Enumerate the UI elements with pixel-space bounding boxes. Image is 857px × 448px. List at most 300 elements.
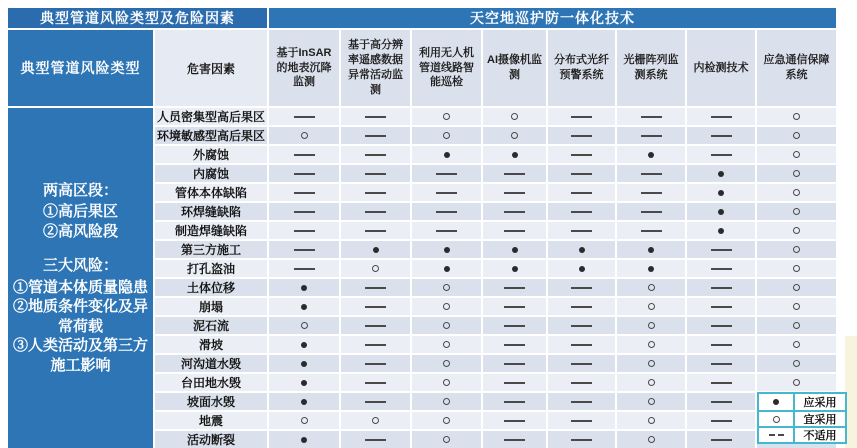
dash-icon bbox=[504, 287, 525, 289]
matrix-cell bbox=[483, 127, 546, 144]
open-circle-icon bbox=[443, 379, 450, 386]
matrix-cell bbox=[687, 146, 755, 163]
risk-group-1 bbox=[12, 256, 149, 375]
dash-icon bbox=[571, 230, 592, 232]
legend-row-suitable-adopt bbox=[759, 410, 845, 426]
dash-icon bbox=[711, 420, 732, 422]
dash-icon bbox=[365, 382, 386, 384]
hazard-label: 台田地水毁 bbox=[155, 374, 267, 391]
matrix-cell bbox=[483, 317, 546, 334]
matrix-cell bbox=[548, 336, 615, 353]
dash-icon bbox=[504, 439, 525, 441]
matrix-cell bbox=[617, 279, 685, 296]
matrix-cell bbox=[269, 374, 339, 391]
dash-icon bbox=[711, 439, 732, 441]
matrix-cell bbox=[617, 317, 685, 334]
dash-icon bbox=[641, 135, 662, 137]
open-circle-icon bbox=[443, 303, 450, 310]
filled-circle-icon bbox=[373, 247, 379, 253]
matrix-cell bbox=[412, 184, 481, 201]
matrix-cell bbox=[757, 317, 836, 334]
open-circle-icon bbox=[793, 284, 800, 291]
matrix-cell bbox=[757, 108, 836, 125]
matrix-cell bbox=[269, 393, 339, 410]
matrix-cell bbox=[687, 317, 755, 334]
matrix-cell bbox=[412, 317, 481, 334]
open-circle-icon bbox=[443, 132, 450, 139]
matrix-cell bbox=[548, 165, 615, 182]
matrix-cell bbox=[617, 222, 685, 239]
matrix-cell bbox=[757, 374, 836, 391]
dash-icon bbox=[571, 154, 592, 156]
matrix-cell bbox=[341, 108, 410, 125]
matrix-cell bbox=[617, 336, 685, 353]
legend-symbol-cell bbox=[759, 394, 795, 410]
dash-icon bbox=[571, 420, 592, 422]
filled-circle-icon bbox=[718, 228, 724, 234]
risk-group-item: ①管道本体质量隐患 bbox=[12, 278, 148, 296]
dash-icon bbox=[436, 192, 457, 194]
hazard-label: 制造焊缝缺陷 bbox=[155, 222, 267, 239]
matrix-cell bbox=[757, 260, 836, 277]
risk-group-0 bbox=[43, 181, 118, 242]
matrix-cell bbox=[757, 146, 836, 163]
tech-column-header-6: 内检测技术 bbox=[687, 30, 755, 106]
open-circle-icon bbox=[443, 360, 450, 367]
dash-icon bbox=[365, 154, 386, 156]
dash-icon bbox=[294, 230, 315, 232]
open-circle-icon bbox=[793, 341, 800, 348]
matrix-cell bbox=[269, 146, 339, 163]
dash-icon bbox=[436, 211, 457, 213]
tech-column-header-1: 基于高分辨率遥感数据异常活动监测 bbox=[341, 30, 410, 106]
matrix-cell bbox=[341, 298, 410, 315]
column-header-hazard-factor: 危害因素 bbox=[155, 30, 267, 106]
matrix-cell bbox=[269, 298, 339, 315]
matrix-cell bbox=[687, 355, 755, 372]
matrix-cell bbox=[617, 108, 685, 125]
dash-icon bbox=[365, 135, 386, 137]
filled-circle-icon bbox=[444, 152, 450, 158]
dash-icon bbox=[365, 116, 386, 118]
matrix-cell bbox=[687, 222, 755, 239]
open-circle-icon bbox=[793, 246, 800, 253]
hazard-label: 河沟道水毁 bbox=[155, 355, 267, 372]
dash-icon bbox=[711, 382, 732, 384]
hazard-label: 环境敏感型高后果区 bbox=[156, 129, 265, 143]
matrix-cell bbox=[341, 317, 410, 334]
matrix-cell bbox=[548, 108, 615, 125]
matrix-cell bbox=[757, 355, 836, 372]
open-circle-icon bbox=[793, 170, 800, 177]
filled-circle-icon bbox=[579, 266, 585, 272]
dash-icon bbox=[641, 230, 662, 232]
matrix-cell bbox=[341, 374, 410, 391]
matrix-cell bbox=[548, 279, 615, 296]
dash-icon bbox=[294, 268, 315, 270]
dash-icon bbox=[504, 420, 525, 422]
dash-icon bbox=[571, 382, 592, 384]
matrix-cell bbox=[269, 260, 339, 277]
matrix-cell bbox=[483, 146, 546, 163]
open-circle-icon bbox=[301, 132, 308, 139]
risk-group-item: ②地质条件变化及异常荷载 bbox=[12, 298, 148, 335]
dash-icon bbox=[504, 230, 525, 232]
dash-icon bbox=[711, 401, 732, 403]
matrix-cell bbox=[412, 355, 481, 372]
matrix-cell bbox=[269, 336, 339, 353]
matrix-cell bbox=[341, 279, 410, 296]
dash-icon bbox=[504, 344, 525, 346]
matrix-cell bbox=[617, 431, 685, 448]
dash-icon bbox=[711, 154, 732, 156]
open-circle-icon bbox=[793, 151, 800, 158]
matrix-cell bbox=[483, 355, 546, 372]
hazard-label: 管体本体缺陷 bbox=[155, 184, 267, 201]
tech-column-header-3: AI摄像机监测 bbox=[483, 30, 546, 106]
dash-icon bbox=[571, 116, 592, 118]
matrix-cell bbox=[687, 260, 755, 277]
dash-icon bbox=[571, 363, 592, 365]
matrix-cell bbox=[483, 222, 546, 239]
open-circle-icon bbox=[443, 417, 450, 424]
matrix-cell bbox=[269, 241, 339, 258]
open-circle-icon bbox=[648, 398, 655, 405]
dash-icon bbox=[571, 192, 592, 194]
open-circle-icon bbox=[511, 132, 518, 139]
matrix-cell bbox=[412, 374, 481, 391]
open-circle-icon bbox=[793, 303, 800, 310]
matrix-cell bbox=[412, 241, 481, 258]
filled-circle-icon bbox=[773, 399, 779, 405]
dash-icon bbox=[711, 249, 732, 251]
matrix-cell bbox=[483, 203, 546, 220]
filled-circle-icon bbox=[718, 190, 724, 196]
open-circle-icon bbox=[443, 436, 450, 443]
matrix-cell bbox=[687, 298, 755, 315]
dash-icon bbox=[711, 363, 732, 365]
matrix-cell bbox=[757, 336, 836, 353]
matrix-cell bbox=[617, 127, 685, 144]
matrix-cell bbox=[617, 412, 685, 429]
open-circle-icon bbox=[443, 284, 450, 291]
matrix-cell bbox=[687, 336, 755, 353]
dash-icon bbox=[711, 135, 732, 137]
matrix-cell bbox=[548, 355, 615, 372]
dash-icon bbox=[436, 230, 457, 232]
hazard-label: 内腐蚀 bbox=[155, 165, 267, 182]
open-circle-icon bbox=[301, 322, 308, 329]
dash-icon bbox=[504, 173, 525, 175]
matrix-cell bbox=[483, 241, 546, 258]
open-circle-icon bbox=[648, 379, 655, 386]
matrix-cell bbox=[341, 260, 410, 277]
dash-icon bbox=[571, 173, 592, 175]
open-circle-icon bbox=[511, 113, 518, 120]
matrix-cell bbox=[687, 165, 755, 182]
matrix-cell bbox=[617, 393, 685, 410]
legend-row-should-adopt bbox=[759, 394, 845, 410]
matrix-cell bbox=[269, 355, 339, 372]
matrix-cell bbox=[548, 317, 615, 334]
dash-icon bbox=[504, 192, 525, 194]
dash-icon bbox=[436, 173, 457, 175]
dash-icon bbox=[711, 116, 732, 118]
dash-icon bbox=[365, 211, 386, 213]
matrix-cell bbox=[412, 203, 481, 220]
column-header-risk-type: 典型管道风险类型 bbox=[8, 30, 153, 106]
legend-symbol-cell bbox=[759, 412, 795, 426]
dash-icon bbox=[641, 173, 662, 175]
matrix-cell bbox=[617, 298, 685, 315]
filled-circle-icon bbox=[579, 247, 585, 253]
matrix-cell bbox=[757, 241, 836, 258]
matrix-cell bbox=[341, 222, 410, 239]
dash-icon bbox=[641, 192, 662, 194]
matrix-cell bbox=[269, 108, 339, 125]
matrix-cell bbox=[687, 203, 755, 220]
matrix-cell bbox=[269, 279, 339, 296]
filled-circle-icon bbox=[512, 152, 518, 158]
matrix-cell bbox=[412, 431, 481, 448]
matrix-cell bbox=[687, 184, 755, 201]
matrix-cell bbox=[341, 412, 410, 429]
matrix-cell bbox=[341, 336, 410, 353]
filled-circle-icon bbox=[648, 266, 654, 272]
matrix-cell bbox=[341, 165, 410, 182]
matrix-cell bbox=[687, 393, 755, 410]
open-circle-icon bbox=[301, 417, 308, 424]
matrix-cell bbox=[687, 412, 755, 429]
dash-icon bbox=[711, 268, 732, 270]
dash-icon bbox=[641, 211, 662, 213]
open-circle-icon bbox=[793, 189, 800, 196]
filled-circle-icon bbox=[444, 266, 450, 272]
dash-icon bbox=[294, 249, 315, 251]
dash-icon bbox=[571, 325, 592, 327]
legend-label: 宜采用 bbox=[803, 414, 837, 426]
matrix-cell bbox=[412, 222, 481, 239]
matrix-cell bbox=[548, 241, 615, 258]
risk-group-item: ②高风险段 bbox=[42, 222, 118, 240]
matrix-cell bbox=[341, 127, 410, 144]
matrix-cell bbox=[483, 165, 546, 182]
dash-icon bbox=[365, 401, 386, 403]
dash-icon bbox=[571, 135, 592, 137]
matrix-cell bbox=[341, 184, 410, 201]
matrix-cell bbox=[757, 127, 836, 144]
matrix-cell bbox=[687, 108, 755, 125]
dash-icon bbox=[294, 154, 315, 156]
legend-label: 不适用 bbox=[803, 430, 837, 442]
matrix-cell bbox=[687, 127, 755, 144]
hazard-label: 打孔盗油 bbox=[155, 260, 267, 277]
matrix-cell bbox=[412, 393, 481, 410]
hazard-label: 活动断裂 bbox=[155, 431, 267, 448]
dash-icon bbox=[365, 173, 386, 175]
matrix-cell bbox=[548, 298, 615, 315]
dash-icon bbox=[711, 344, 732, 346]
matrix-cell bbox=[687, 374, 755, 391]
matrix-cell bbox=[548, 260, 615, 277]
filled-circle-icon bbox=[301, 437, 307, 443]
dash-icon bbox=[504, 325, 525, 327]
title-integrated-patrol-technology: 天空地巡护防一体化技术 bbox=[269, 8, 836, 28]
dash-icon bbox=[571, 306, 592, 308]
risk-group-title: 三大风险： bbox=[42, 257, 118, 275]
risk-technology-matrix-table bbox=[8, 8, 836, 448]
matrix-cell bbox=[412, 412, 481, 429]
matrix-cell bbox=[617, 203, 685, 220]
dash-icon bbox=[571, 211, 592, 213]
filled-circle-icon bbox=[718, 209, 724, 215]
matrix-cell bbox=[757, 165, 836, 182]
hazard-label: 环焊缝缺陷 bbox=[155, 203, 267, 220]
matrix-cell bbox=[483, 431, 546, 448]
dash-icon bbox=[711, 287, 732, 289]
filled-circle-icon bbox=[301, 399, 307, 405]
matrix-cell bbox=[269, 203, 339, 220]
dash-icon bbox=[504, 382, 525, 384]
hazard-label: 第三方施工 bbox=[155, 241, 267, 258]
open-circle-icon bbox=[443, 398, 450, 405]
matrix-cell bbox=[269, 431, 339, 448]
open-circle-icon bbox=[793, 113, 800, 120]
legend bbox=[757, 392, 847, 444]
filled-circle-icon bbox=[301, 361, 307, 367]
hazard-label: 外腐蚀 bbox=[155, 146, 267, 163]
filled-circle-icon bbox=[718, 171, 724, 177]
matrix-cell bbox=[548, 146, 615, 163]
matrix-cell bbox=[483, 412, 546, 429]
dash-icon bbox=[294, 192, 315, 194]
filled-circle-icon bbox=[301, 342, 307, 348]
open-circle-icon bbox=[648, 417, 655, 424]
open-circle-icon bbox=[793, 132, 800, 139]
matrix-cell bbox=[412, 108, 481, 125]
open-circle-icon bbox=[793, 227, 800, 234]
filled-circle-icon bbox=[512, 247, 518, 253]
title-risk-types-and-factors: 典型管道风险类型及危险因素 bbox=[8, 8, 267, 28]
risk-group-item: ①高后果区 bbox=[42, 203, 118, 221]
matrix-cell bbox=[483, 298, 546, 315]
legend-symbol-cell bbox=[759, 428, 795, 442]
matrix-cell bbox=[412, 165, 481, 182]
open-circle-icon bbox=[648, 322, 655, 329]
matrix-cell bbox=[412, 279, 481, 296]
open-circle-icon bbox=[793, 322, 800, 329]
matrix-cell bbox=[412, 298, 481, 315]
matrix-cell bbox=[341, 241, 410, 258]
open-circle-icon bbox=[648, 341, 655, 348]
matrix-cell bbox=[617, 374, 685, 391]
dash-icon bbox=[365, 325, 386, 327]
dash-icon bbox=[504, 211, 525, 213]
hazard-label: 崩塌 bbox=[155, 298, 267, 315]
dash-icon bbox=[504, 401, 525, 403]
open-circle-icon bbox=[443, 113, 450, 120]
matrix-cell bbox=[483, 184, 546, 201]
matrix-cell bbox=[617, 184, 685, 201]
filled-circle-icon bbox=[648, 152, 654, 158]
matrix-cell bbox=[548, 431, 615, 448]
matrix-cell bbox=[341, 431, 410, 448]
matrix-cell bbox=[757, 222, 836, 239]
risk-group-title: 两高区段： bbox=[42, 181, 118, 199]
dash-icon bbox=[641, 116, 662, 118]
open-circle-icon bbox=[793, 265, 800, 272]
matrix-cell bbox=[548, 203, 615, 220]
matrix-cell bbox=[412, 260, 481, 277]
matrix-cell bbox=[617, 146, 685, 163]
dash-icon bbox=[571, 344, 592, 346]
matrix-cell bbox=[483, 393, 546, 410]
tech-column-header-2: 利用无人机管道线路智能巡检 bbox=[412, 30, 481, 106]
matrix-cell bbox=[483, 336, 546, 353]
dash-icon bbox=[504, 363, 525, 365]
matrix-cell bbox=[341, 203, 410, 220]
filled-circle-icon bbox=[648, 247, 654, 253]
matrix-cell bbox=[548, 184, 615, 201]
open-circle-icon bbox=[793, 379, 800, 386]
matrix-cell bbox=[269, 317, 339, 334]
matrix-cell bbox=[757, 279, 836, 296]
matrix-cell bbox=[483, 108, 546, 125]
matrix-cell bbox=[269, 184, 339, 201]
filled-circle-icon bbox=[512, 266, 518, 272]
open-circle-icon bbox=[648, 303, 655, 310]
tech-column-header-4: 分布式光纤预警系统 bbox=[548, 30, 615, 106]
legend-label: 应采用 bbox=[803, 397, 837, 409]
matrix-cell bbox=[757, 298, 836, 315]
open-circle-icon bbox=[648, 360, 655, 367]
open-circle-icon bbox=[773, 416, 780, 423]
hazard-label: 坡面水毁 bbox=[155, 393, 267, 410]
hazard-label: 人员密集型高后果区 bbox=[156, 110, 265, 124]
hazard-label: 泥石流 bbox=[155, 317, 267, 334]
matrix-cell bbox=[483, 279, 546, 296]
matrix-cell bbox=[341, 355, 410, 372]
matrix-cell bbox=[341, 146, 410, 163]
filled-circle-icon bbox=[444, 247, 450, 253]
matrix-cell bbox=[617, 260, 685, 277]
dash-icon bbox=[365, 287, 386, 289]
open-circle-icon bbox=[443, 341, 450, 348]
open-circle-icon bbox=[648, 284, 655, 291]
dash-icon bbox=[571, 287, 592, 289]
dash-icon bbox=[294, 211, 315, 213]
filled-circle-icon bbox=[301, 304, 307, 310]
matrix-cell bbox=[412, 336, 481, 353]
tech-column-header-7: 应急通信保障系统 bbox=[757, 30, 836, 106]
open-circle-icon bbox=[443, 322, 450, 329]
matrix-cell bbox=[548, 127, 615, 144]
matrix-cell bbox=[548, 393, 615, 410]
hazard-label: 土体位移 bbox=[155, 279, 267, 296]
open-circle-icon bbox=[372, 417, 379, 424]
open-circle-icon bbox=[372, 265, 379, 272]
matrix-cell bbox=[617, 165, 685, 182]
dash-icon bbox=[294, 173, 315, 175]
matrix-cell bbox=[617, 241, 685, 258]
matrix-cell bbox=[548, 374, 615, 391]
dash-icon bbox=[769, 434, 784, 436]
hazard-label: 地震 bbox=[155, 412, 267, 429]
risk-group-item: ③人类活动及第三方施工影响 bbox=[12, 337, 148, 374]
matrix-cell bbox=[757, 184, 836, 201]
risk-group-column bbox=[8, 108, 153, 448]
dash-icon bbox=[365, 344, 386, 346]
